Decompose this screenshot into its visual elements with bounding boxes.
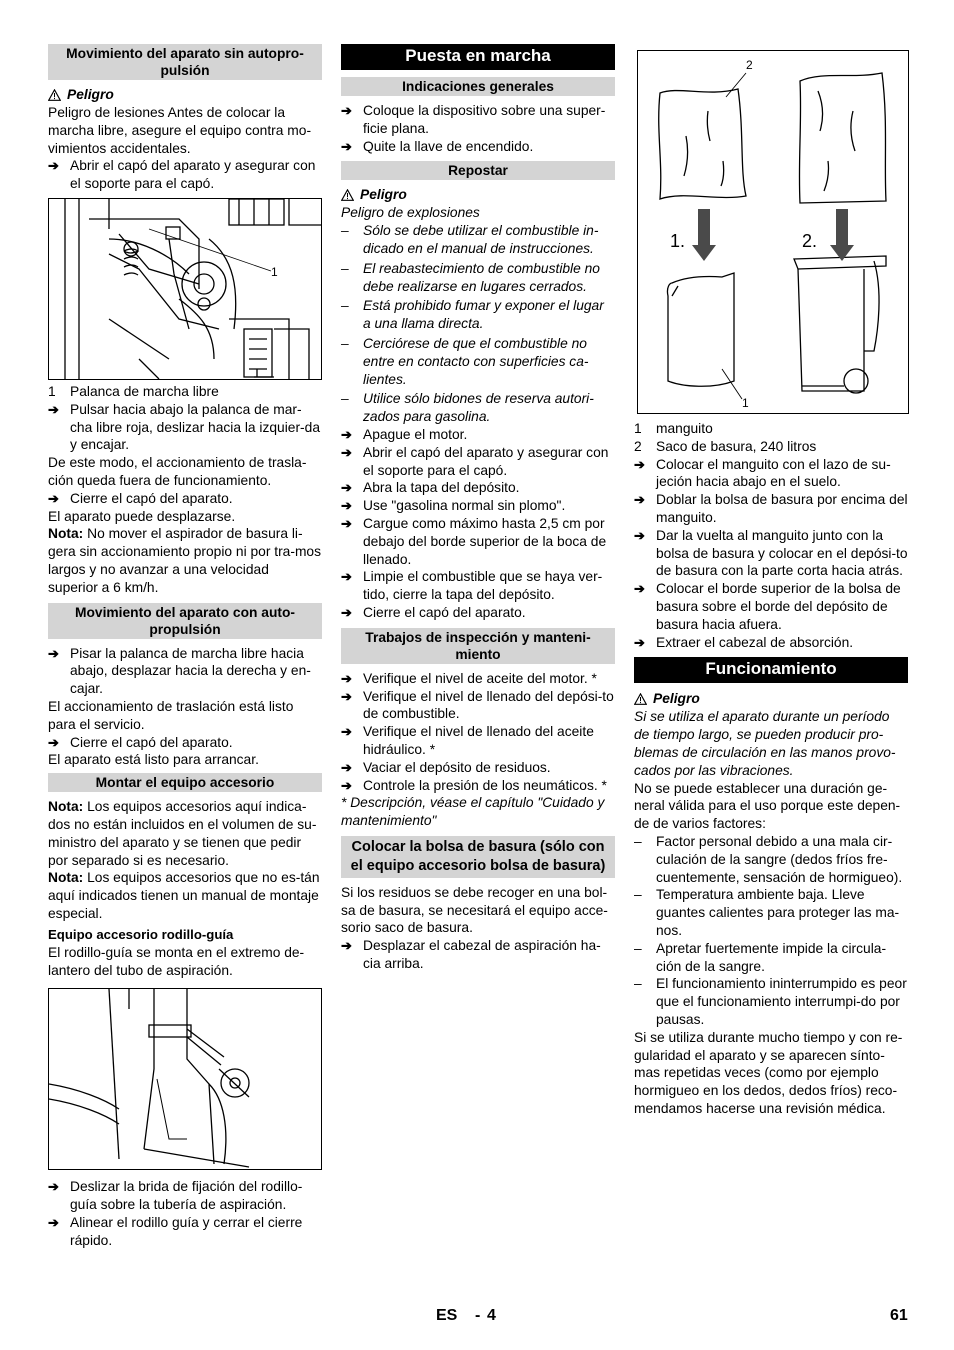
arrow-icon: ➔	[634, 581, 645, 597]
arrow-icon: ➔	[48, 401, 59, 417]
column-left	[48, 44, 322, 1249]
arrow-icon: ➔	[48, 1214, 59, 1230]
warning-triangle-icon	[634, 693, 647, 705]
dash-marker: –	[634, 887, 642, 903]
paragraph: Si los residuos se debe recoger en una bol-sa de basura, se necesitará el equipo acce-sorio saco de basura.	[341, 884, 608, 936]
heading-repostar: Repostar	[341, 161, 615, 180]
machine-lever-illustration	[49, 199, 321, 379]
list-item: ➔ Limpie el combustible que se haya ver-tido, cierre la tapa del depósito.	[341, 569, 603, 603]
list-item: ➔ Pisar la palanca de marcha libre hacia abajo, desplazar hacia la derecha y en-cajar.	[48, 645, 311, 697]
dash-marker: –	[341, 298, 349, 314]
list-item: ➔ Cierre el capó del aparato.	[48, 734, 233, 750]
funcionamiento-section	[634, 690, 908, 1117]
arrow-icon: ➔	[341, 688, 352, 704]
list-item: ➔ Coloque la dispositivo sobre una super-ficie plana.	[341, 103, 606, 136]
arrow-icon: ➔	[341, 777, 352, 793]
list-item: ➔ Abrir el capó del aparato y asegurar con el soporte para el capó.	[341, 444, 609, 478]
dash-marker: –	[341, 260, 349, 276]
list-item: – Sólo se debe utilizar el combustible in-dicado en el manual de instrucciones.	[341, 223, 599, 256]
figure-guide-roller	[48, 988, 322, 1170]
list-item: ➔ Quite la llave de encendido.	[341, 138, 534, 154]
list-item: – Temperatura ambiente baja. Lleve guantes calientes para proteger las ma-nos.	[634, 887, 900, 938]
warning-label: Peligro	[634, 690, 908, 708]
list-item: ➔ Deslizar la brida de fijación del rodillo-guía sobre la tubería de aspiración.	[48, 1179, 303, 1213]
list-item: – Factor personal debido a una mala cir-culación de la sangre (dedos fríos fre-cuentemente, sensación de hormigueo).	[634, 833, 903, 885]
arrow-icon: ➔	[341, 138, 352, 154]
arrow-icon: ➔	[48, 1179, 59, 1195]
list-item: ➔ Cargue como máximo hasta 2,5 cm por debajo del borde superior de la boca de llenado.	[341, 515, 607, 567]
heading-trabajos-inspeccion: Trabajos de inspección y manteni-miento	[341, 628, 615, 664]
arrow-icon: ➔	[341, 759, 352, 775]
footer-dash: -	[475, 1307, 481, 1324]
arrow-icon: ➔	[341, 569, 352, 585]
arrow-icon: ➔	[341, 498, 352, 514]
callout-1: 1	[271, 264, 278, 279]
list-item: ➔ Extraer el cabezal de absorción.	[634, 634, 854, 650]
list-item: ➔ Pulsar hacia abajo la palanca de mar-cha libre roja, deslizar hacia la izquier-da y encajar.	[48, 401, 321, 453]
paragraph: No se puede establecer una duración ge-neral válida para el uso porque este depen-de de varios factores:	[634, 780, 901, 832]
footer-page-number: 61	[890, 1307, 908, 1324]
warning-label: Peligro	[48, 86, 322, 104]
list-item: ➔ Verifique el nivel de aceite del motor. *	[341, 670, 597, 686]
list-item: ➔ Doblar la bolsa de basura por encima del manguito.	[634, 492, 908, 525]
heading-colocar-bolsa-basura: Colocar la bolsa de basura (sólo con el equipo accesorio bolsa de basura)	[341, 836, 615, 878]
list-item: – El funcionamiento ininterrumpido es peor que el funcionamiento interrumpi-do por pausas.	[634, 976, 907, 1027]
arrow-icon: ➔	[634, 456, 645, 472]
heading-montar-equipo-accesorio: Montar el equipo accesorio	[48, 773, 322, 792]
arrow-icon: ➔	[48, 490, 59, 506]
arrow-icon: ➔	[341, 480, 352, 496]
arrow-icon: ➔	[341, 604, 352, 620]
legend-item: 2 Saco de basura, 240 litros	[634, 438, 817, 454]
list-item: ➔ Verifique el nivel de llenado del aceite hidráulico. *	[341, 724, 594, 757]
list-item: ➔ Cierre el capó del aparato.	[341, 604, 526, 620]
arrow-icon: ➔	[48, 645, 59, 661]
heading-puesta-en-marcha: Puesta en marcha	[341, 44, 615, 70]
paragraph: El aparato puede desplazarse.	[48, 508, 236, 524]
paragraph: El aparato está listo para arrancar.	[48, 752, 259, 768]
list-item: ➔ Colocar el manguito con el lazo de su-jeción hacia abajo en el suelo.	[634, 456, 891, 490]
list-item: – Utilice sólo bidones de reserva autori-zados para gasolina.	[341, 391, 594, 425]
footer-language: ES	[436, 1307, 458, 1324]
guide-roller-illustration	[49, 989, 321, 1169]
list-item: – Cerciórese de que el combustible no entre en contacto con superficies ca-lientes.	[341, 335, 589, 387]
arrow-icon: ➔	[634, 634, 645, 650]
legend-item: 1 Palanca de marcha libre	[48, 383, 219, 399]
list-item: ➔ Abrir el capó del aparato y asegurar con el soporte para el capó.	[48, 158, 316, 192]
list-item: – Apretar fuertemente impide la circula-ción de la sangre.	[634, 940, 887, 974]
paragraph: El rodillo-guía se monta en el extremo de-lantero del tubo de aspiración.	[48, 944, 305, 978]
dash-marker: –	[634, 940, 642, 956]
arrow-icon: ➔	[634, 527, 645, 543]
arrow-icon: ➔	[341, 724, 352, 740]
arrow-icon: ➔	[341, 444, 352, 460]
warning-label: Peligro	[341, 186, 615, 204]
legend-item: 1 manguito	[634, 421, 713, 436]
heading-indicaciones-generales: Indicaciones generales	[341, 77, 615, 96]
arrow-icon: ➔	[634, 492, 645, 508]
note-paragraph: Nota: Los equipos accesorios que no es-tán aquí indicados tienen un manual de montaje especial.	[48, 870, 320, 921]
arrow-icon: ➔	[341, 670, 352, 686]
list-item: – Está prohibido fumar y exponer el lugar a una llama directa.	[341, 298, 604, 332]
figure-garbage-bag	[637, 50, 909, 414]
note-paragraph: Nota: No mover el aspirador de basura li-gera sin accionamiento propio ni por tra-mos largos y no avanzar a una velocidad superior a 6 km/h.	[48, 526, 322, 595]
heading-funcionamiento: Funcionamiento	[634, 657, 908, 683]
paragraph: Si se utiliza el aparato durante un período de tiempo largo, se pueden producir pro-blemas de circulación en las manos provo-cados por las vibraciones.	[634, 709, 896, 778]
garbage-bag-illustration	[638, 51, 908, 413]
dash-marker: –	[341, 391, 349, 407]
list-item: ➔ Desplazar el cabezal de aspiración ha-cia arriba.	[341, 938, 601, 972]
footnote: * Descripción, véase el capítulo "Cuidado y mantenimiento"	[341, 795, 605, 829]
step-1-label: 1.	[670, 231, 686, 251]
paragraph: Peligro de lesiones Antes de colocar la marcha libre, asegure el equipo contra mo-vimientos accidentales.	[48, 105, 312, 156]
dash-marker: –	[634, 976, 642, 992]
paragraph: El accionamiento de traslación está listo para el servicio.	[48, 698, 294, 732]
callout-2: 2	[746, 58, 753, 72]
list-item: ➔ Alinear el rodillo guía y cerrar el cierre rápido.	[48, 1214, 303, 1248]
callout-1: 1	[742, 396, 749, 410]
arrow-icon: ➔	[48, 734, 59, 750]
heading-movimiento-sin-autopropulsion: Movimiento del aparato sin autopro-pulsión	[48, 44, 322, 80]
column-right	[634, 44, 908, 1118]
warning-triangle-icon	[341, 189, 354, 201]
arrow-icon: ➔	[341, 103, 352, 118]
figure-free-wheel-lever	[48, 198, 322, 380]
list-item: ➔ Dar la vuelta al manguito junto con la bolsa de basura y colocar en el depósi-to de basura con la parte corta hacia atrás.	[634, 527, 908, 579]
dash-marker: –	[341, 335, 349, 351]
note-paragraph: Nota: Los equipos accesorios aquí indica-dos no están incluidos en el volumen de su-ministro del aparato y se tienen que pedir por separado si es necesario.	[48, 799, 317, 868]
list-item: ➔ Colocar el borde superior de la bolsa de basura sobre el borde del depósito de basura hacia afuera.	[634, 581, 901, 632]
list-item: ➔ Controle la presión de los neumáticos. *	[341, 777, 607, 793]
list-item: ➔ Verifique el nivel de llenado del depósi-to de combustible.	[341, 688, 614, 722]
heading-movimiento-con-autopropulsion: Movimiento del aparato con auto-propulsión	[48, 603, 322, 639]
warning-triangle-icon	[48, 89, 61, 101]
arrow-icon: ➔	[341, 515, 352, 531]
paragraph: De este modo, el accionamiento de trasla-ción queda fuera de funcionamiento.	[48, 455, 307, 488]
list-item: ➔ Cierre el capó del aparato.	[48, 490, 233, 506]
list-item: ➔ Use "gasolina normal sin plomo".	[341, 498, 566, 514]
paragraph: Peligro de explosiones	[341, 205, 480, 221]
list-item: ➔ Vaciar el depósito de residuos.	[341, 759, 551, 775]
subheading-rodillo-guia: Equipo accesorio rodillo-guía	[48, 926, 234, 942]
list-item: ➔ Apague el motor.	[341, 426, 468, 442]
arrow-icon: ➔	[341, 426, 352, 442]
step-2-label: 2.	[802, 231, 818, 251]
dash-marker: –	[341, 223, 349, 239]
footer-section-number: 4	[487, 1307, 496, 1324]
column-middle	[341, 44, 615, 973]
arrow-icon: ➔	[341, 938, 352, 954]
list-item: ➔ Abra la tapa del depósito.	[341, 480, 520, 496]
paragraph: Si se utiliza durante mucho tiempo y con re-gularidad el aparato y se aparecen sínto-mas repetidas veces (como por ejemplo hormigueo en los dedos, dedos fríos) reco-mendamos hacerse una revisión médica.	[634, 1029, 903, 1116]
arrow-icon: ➔	[48, 158, 59, 174]
dash-marker: –	[634, 833, 642, 849]
list-item: – El reabastecimiento de combustible no debe realizarse en lugares cerrados.	[341, 260, 600, 294]
